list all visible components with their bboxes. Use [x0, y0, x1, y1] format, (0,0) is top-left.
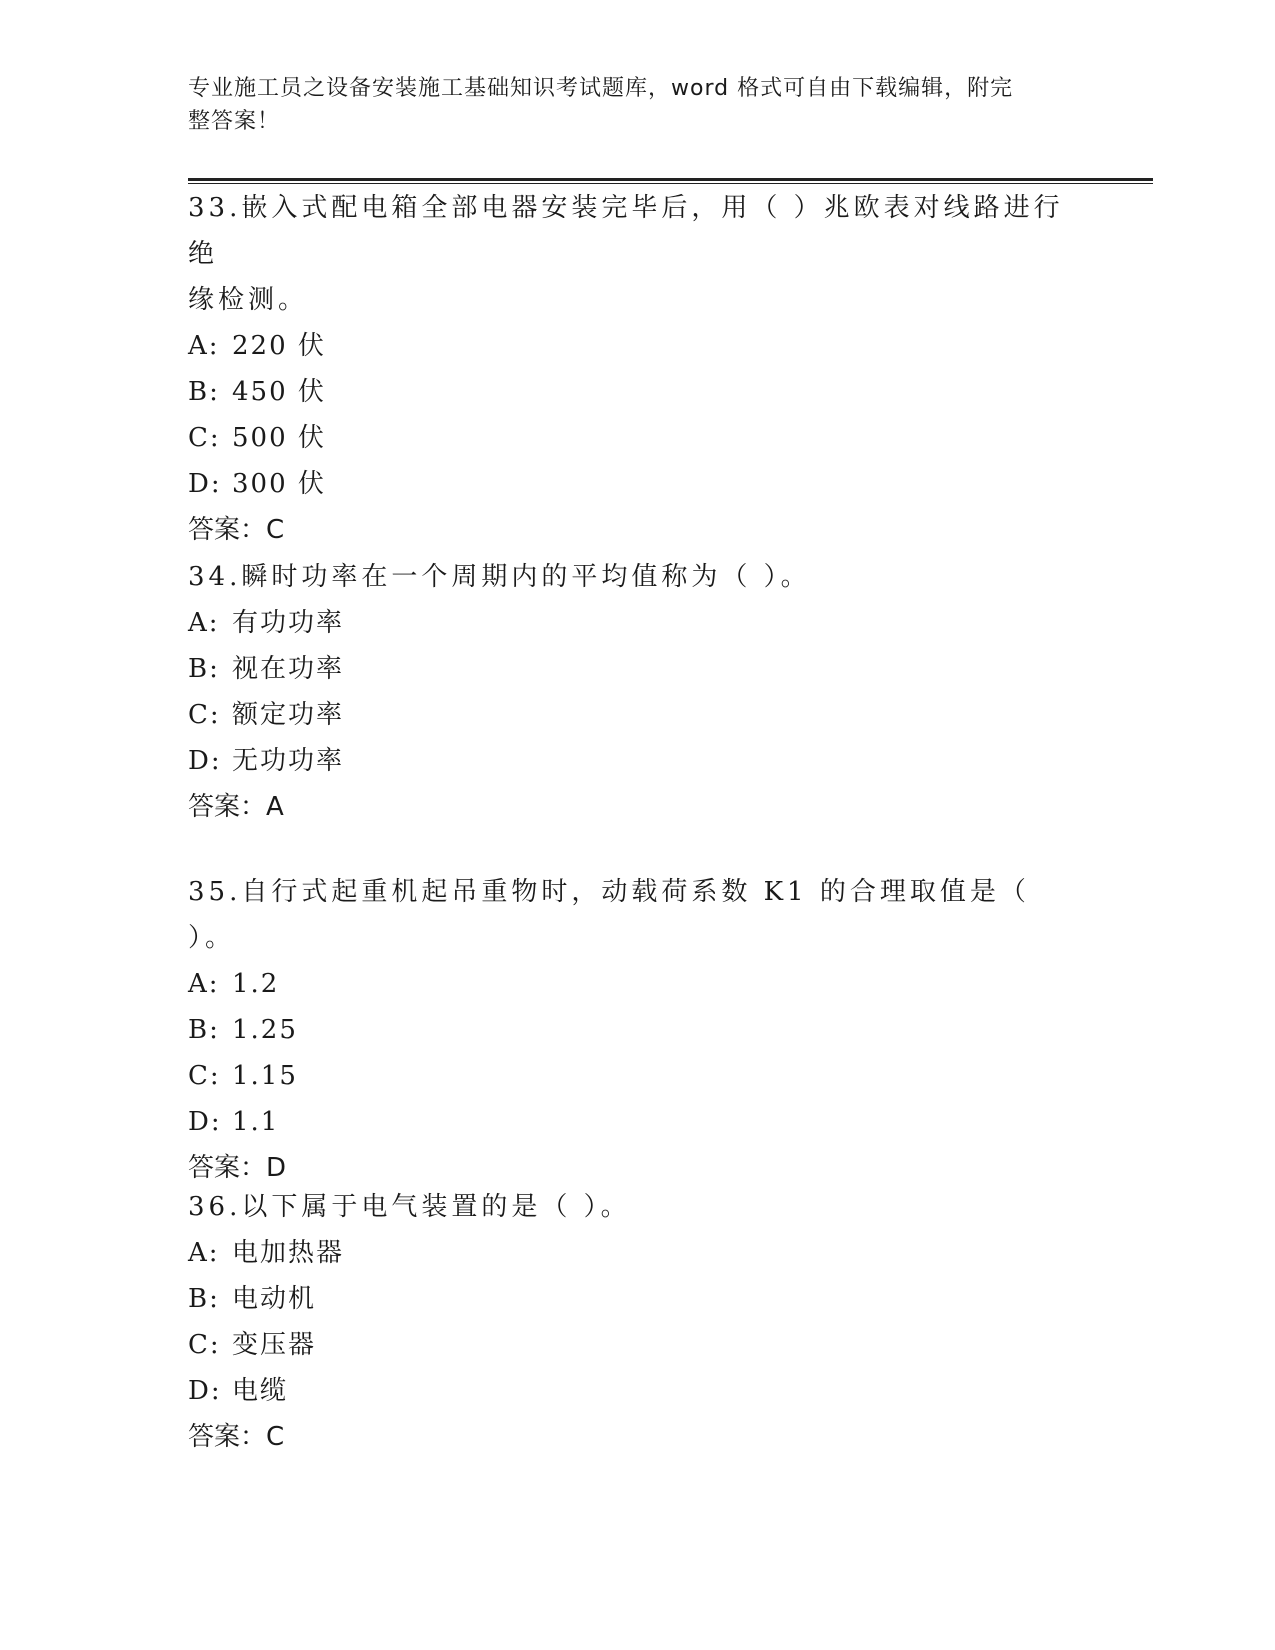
- option-d: [188, 1368, 1088, 1414]
- option-c: [188, 415, 1088, 461]
- option-key: B:: [188, 654, 220, 684]
- option-value: 1.15: [232, 1061, 298, 1091]
- option-value: 额定功率: [232, 700, 345, 730]
- option-value: 220 伏: [232, 331, 326, 361]
- option-key: A:: [188, 608, 220, 638]
- option-a: [188, 600, 1088, 646]
- option-value: 1.2: [232, 969, 280, 999]
- option-value: 450 伏: [232, 377, 326, 407]
- answer-line: 答案：C: [188, 515, 285, 545]
- question-36: [188, 1184, 1088, 1460]
- option-key: A:: [188, 331, 220, 361]
- option-value: 电缆: [232, 1376, 289, 1406]
- option-key: B:: [188, 1284, 220, 1314]
- option-key: C:: [188, 1330, 221, 1360]
- question-text: 34.瞬时功率在一个周期内的平均值称为（ ）。: [188, 562, 811, 592]
- question-35: [188, 869, 1088, 1191]
- question-text: 36.以下属于电气装置的是（ ）。: [188, 1192, 631, 1222]
- document-header: [188, 72, 1068, 138]
- option-value: 电加热器: [232, 1238, 345, 1268]
- option-a: [188, 961, 1088, 1007]
- option-key: D:: [188, 746, 222, 776]
- option-key: D:: [188, 1376, 222, 1406]
- option-key: D:: [188, 1107, 222, 1137]
- option-key: B:: [188, 1015, 220, 1045]
- option-key: D:: [188, 469, 222, 499]
- option-value: 变压器: [232, 1330, 317, 1360]
- question-text-continued: 缘检测。: [188, 285, 309, 315]
- option-d: [188, 1099, 1088, 1145]
- option-b: [188, 369, 1088, 415]
- option-b: [188, 646, 1088, 692]
- option-value: 电动机: [232, 1284, 317, 1314]
- option-b: [188, 1007, 1088, 1053]
- option-value: 300 伏: [232, 469, 326, 499]
- option-value: 有功功率: [232, 608, 345, 638]
- question-34: [188, 554, 1088, 830]
- option-key: C:: [188, 700, 221, 730]
- option-a: [188, 323, 1088, 369]
- option-a: [188, 1230, 1088, 1276]
- option-key: C:: [188, 1061, 221, 1091]
- option-key: A:: [188, 969, 220, 999]
- option-value: 1.25: [232, 1015, 298, 1045]
- option-c: [188, 692, 1088, 738]
- option-b: [188, 1276, 1088, 1322]
- header-divider-thin: [188, 183, 1153, 184]
- answer-line: 答案：A: [188, 792, 284, 822]
- question-text: 33.嵌入式配电箱全部电器安装完毕后，用（ ）兆欧表对线路进行绝: [188, 193, 1064, 269]
- option-key: C:: [188, 423, 221, 453]
- option-c: [188, 1322, 1088, 1368]
- header-line-2: 整答案！: [188, 109, 281, 134]
- option-c: [188, 1053, 1088, 1099]
- option-value: 无功功率: [232, 746, 345, 776]
- option-value: 1.1: [232, 1107, 280, 1137]
- option-value: 视在功率: [232, 654, 345, 684]
- answer-line: 答案：D: [188, 1153, 287, 1183]
- answer-line: 答案：C: [188, 1422, 285, 1452]
- header-line-1: 专业施工员之设备安装施工基础知识考试题库，word 格式可自由下载编辑，附完: [188, 76, 1014, 101]
- option-key: B:: [188, 377, 220, 407]
- option-d: [188, 738, 1088, 784]
- question-33: [188, 185, 1088, 553]
- option-d: [188, 461, 1088, 507]
- option-value: 500 伏: [232, 423, 326, 453]
- option-key: A:: [188, 1238, 220, 1268]
- header-divider-thick: [188, 178, 1153, 181]
- question-text: 35.自行式起重机起吊重物时，动载荷系数 K1 的合理取值是（ ）。: [188, 877, 1030, 953]
